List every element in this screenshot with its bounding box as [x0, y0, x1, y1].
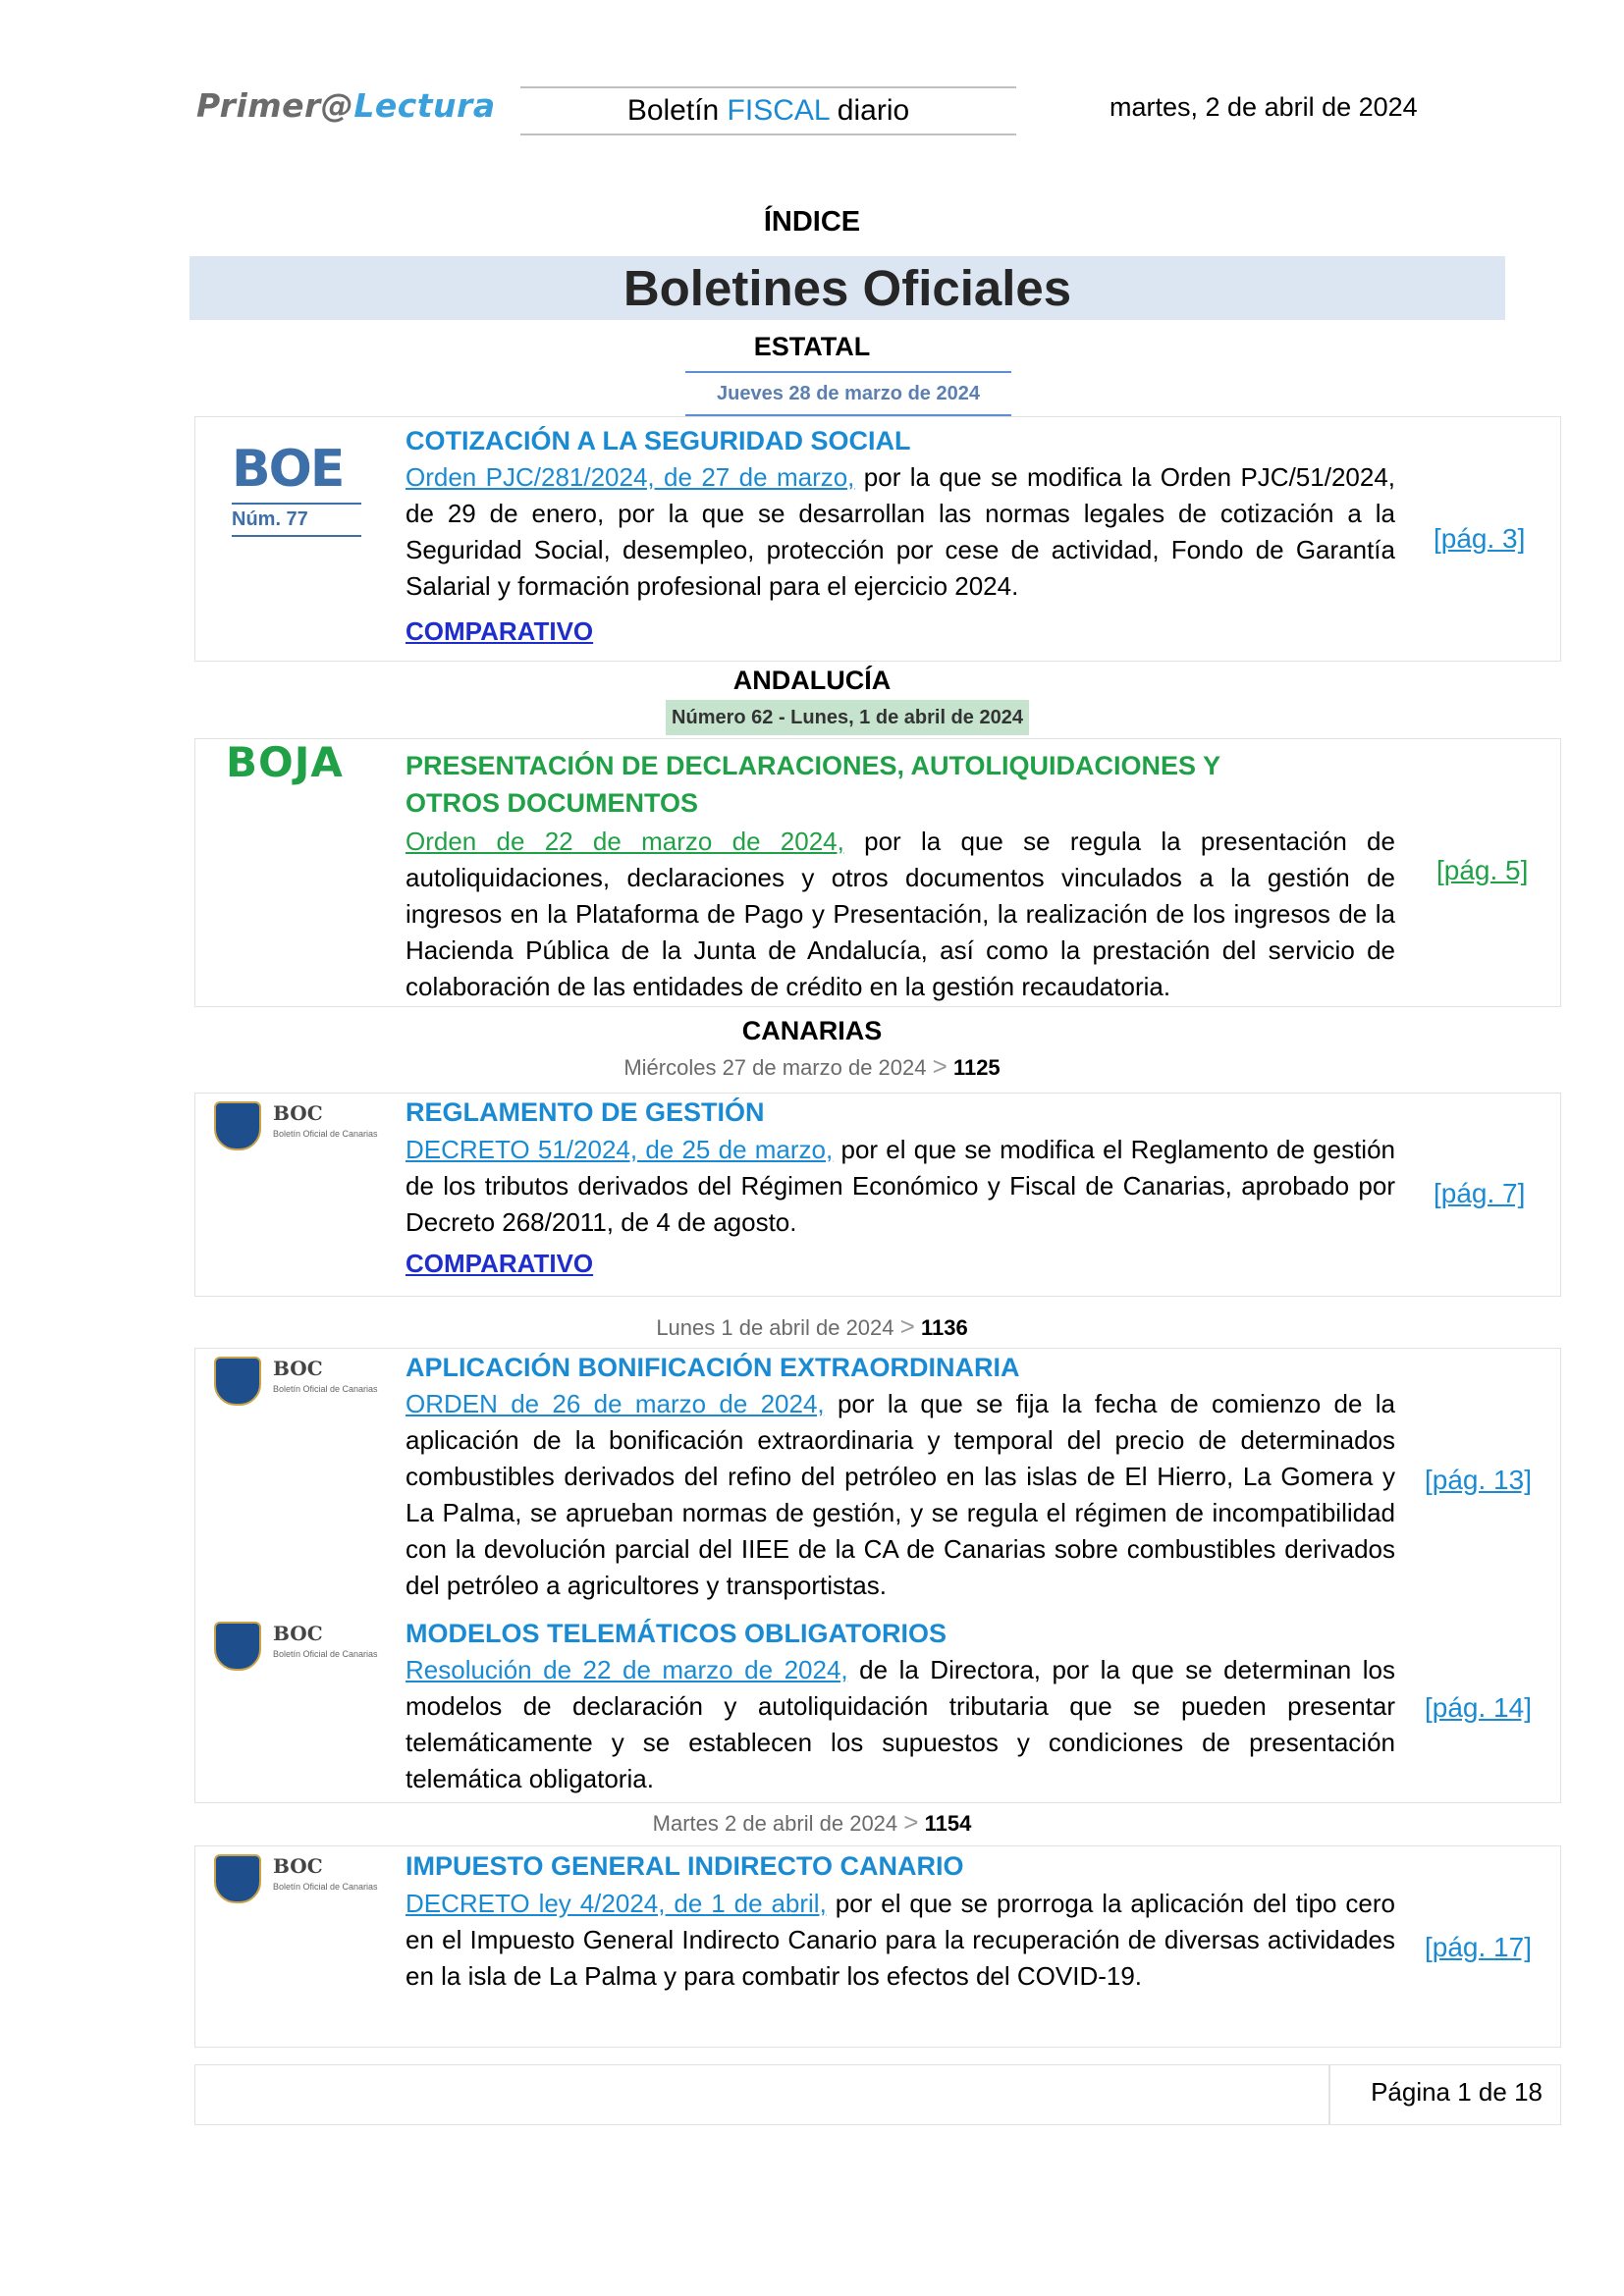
estatal-date: Jueves 28 de marzo de 2024 [685, 371, 1011, 416]
canarias-date-2: Lunes 1 de abril de 2024 > 1136 [656, 1311, 968, 1341]
boc-item1-comparativo-link[interactable]: COMPARATIVO [406, 1249, 594, 1278]
banner-title: Boletines Oficiales [189, 256, 1505, 320]
section-canarias: CANARIAS [741, 1016, 883, 1045]
boc-item1-title: REGLAMENTO DE GESTIÓN [406, 1097, 765, 1127]
boe-title: COTIZACIÓN A LA SEGURIDAD SOCIAL [406, 426, 911, 455]
page-number: Página 1 de 18 [1371, 2077, 1543, 2107]
boja-page-link[interactable]: [pág. 5] [1436, 855, 1529, 885]
boja-title-line2: OTROS DOCUMENTOS [406, 788, 699, 818]
boe-logo: BOE Núm. 77 [232, 442, 361, 537]
boc-item2-title: APLICACIÓN BONIFICACIÓN EXTRAORDINARIA [406, 1353, 1020, 1382]
boc-logo: BOC Boletín Oficial de Canarias [210, 1097, 377, 1152]
canarias-shield-icon [214, 1622, 261, 1671]
boc-item2-page-link[interactable]: [pág. 13] [1425, 1465, 1532, 1495]
section-estatal: ESTATAL [753, 332, 871, 361]
index-heading: ÍNDICE [763, 206, 861, 238]
boc-item1-page-link[interactable]: [pág. 7] [1434, 1178, 1526, 1208]
boc-item3-text: Resolución de 22 de marzo de 2024, de la Directora, por la que se determinan los modelos de declaración y autoliquidación tributaria que se pueden presentar telemáticamente y se establecen los supuestos y condiciones de presentación telemática obligatoria. [406, 1655, 1395, 1793]
canarias-shield-icon [214, 1854, 261, 1903]
boc-item3-title: MODELOS TELEMÁTICOS OBLIGATORIOS [406, 1619, 947, 1648]
boc-item1-link[interactable]: DECRETO 51/2024, de 25 de marzo, [406, 1135, 834, 1164]
canarias-date-3: Martes 2 de abril de 2024 > 1154 [652, 1807, 972, 1837]
boja-text: Orden de 22 de marzo de 2024, por la que se regula la presentación de autoliquidaciones, declaraciones y otros documentos vinculados a la gestión de ingresos en la Plataforma de Pago y Presentación, la realización de los ingresos de la Hacienda Pública de la Junta de Andalucía, así como la prestación del servicio de colaboración de las entidades de crédito en la gestión recaudatoria. [406, 827, 1395, 1001]
boc-logo: BOC Boletín Oficial de Canarias [210, 1353, 377, 1408]
brand-logo: Primer@Lectura [196, 86, 496, 125]
boc-item2-text: ORDEN de 26 de marzo de 2024, por la que se fija la fecha de comienzo de la aplicación de la bonificación extraordinaria y temporal del precio de determinados combustibles derivados del refino del petróleo en las islas de El Hierro, La Gomera y La Palma, se aprueban normas de gestión, y se regula el régimen de incompatibilidad con la devolución parcial del IIEE de la CA de Canarias sobre combustibles derivados del petróleo a agricultores y transportistas. [406, 1389, 1395, 1600]
boc-item3-page-link[interactable]: [pág. 14] [1425, 1692, 1532, 1723]
boc-item4-page-link[interactable]: [pág. 17] [1425, 1932, 1532, 1962]
boja-logo: BOJA [226, 738, 344, 786]
header-date: martes, 2 de abril de 2024 [1110, 92, 1418, 122]
canarias-date-1: Miércoles 27 de marzo de 2024 > 1125 [623, 1051, 1001, 1081]
boc-item2-link[interactable]: ORDEN de 26 de marzo de 2024, [406, 1389, 825, 1418]
boc-item3-link[interactable]: Resolución de 22 de marzo de 2024, [406, 1655, 848, 1684]
boe-page-link[interactable]: [pág. 3] [1434, 523, 1526, 554]
boe-order-link[interactable]: Orden PJC/281/2024, de 27 de marzo, [406, 462, 855, 492]
canarias-shield-icon [214, 1357, 261, 1406]
canarias-shield-icon [214, 1101, 261, 1150]
bulletin-title: Boletín FISCAL diario [520, 86, 1016, 135]
boe-text: Orden PJC/281/2024, de 27 de marzo, por la que se modifica la Orden PJC/51/2024, de 29 de enero, por la que se desarrollan las normas legales de cotización a la Seguridad Social, desempleo, protección por cese de actividad, Fondo de Garantía Salarial y formación profesional para el ejercicio 2024. [406, 462, 1396, 601]
boc-logo: BOC Boletín Oficial de Canarias [210, 1618, 377, 1673]
andalucia-date: Número 62 - Lunes, 1 de abril de 2024 [666, 700, 1029, 735]
boc-item4-title: IMPUESTO GENERAL INDIRECTO CANARIO [406, 1851, 964, 1881]
boc-item1-text: DECRETO 51/2024, de 25 de marzo, por el que se modifica el Reglamento de gestión de los tributos derivados del Régimen Económico y Fiscal de Canarias, aprobado por Decreto 268/2011, de 4 de agosto. [406, 1135, 1396, 1237]
boja-order-link[interactable]: Orden de 22 de marzo de 2024, [406, 827, 844, 856]
boc-item4-link[interactable]: DECRETO ley 4/2024, de 1 de abril, [406, 1889, 827, 1918]
section-andalucia: ANDALUCÍA [732, 666, 892, 695]
boc-logo: BOC Boletín Oficial de Canarias [210, 1850, 377, 1905]
boc-item4-text: DECRETO ley 4/2024, de 1 de abril, por el que se prorroga la aplicación del tipo cero en el Impuesto General Indirecto Canario para la recuperación de diversas actividades en la isla de La Palma y para combatir los efectos del COVID-19. [406, 1889, 1395, 1991]
boja-title-line1: PRESENTACIÓN DE DECLARACIONES, AUTOLIQUIDACIONES Y [406, 751, 1221, 780]
footer-box [194, 2064, 1561, 2125]
boe-comparativo-link[interactable]: COMPARATIVO [406, 616, 594, 646]
